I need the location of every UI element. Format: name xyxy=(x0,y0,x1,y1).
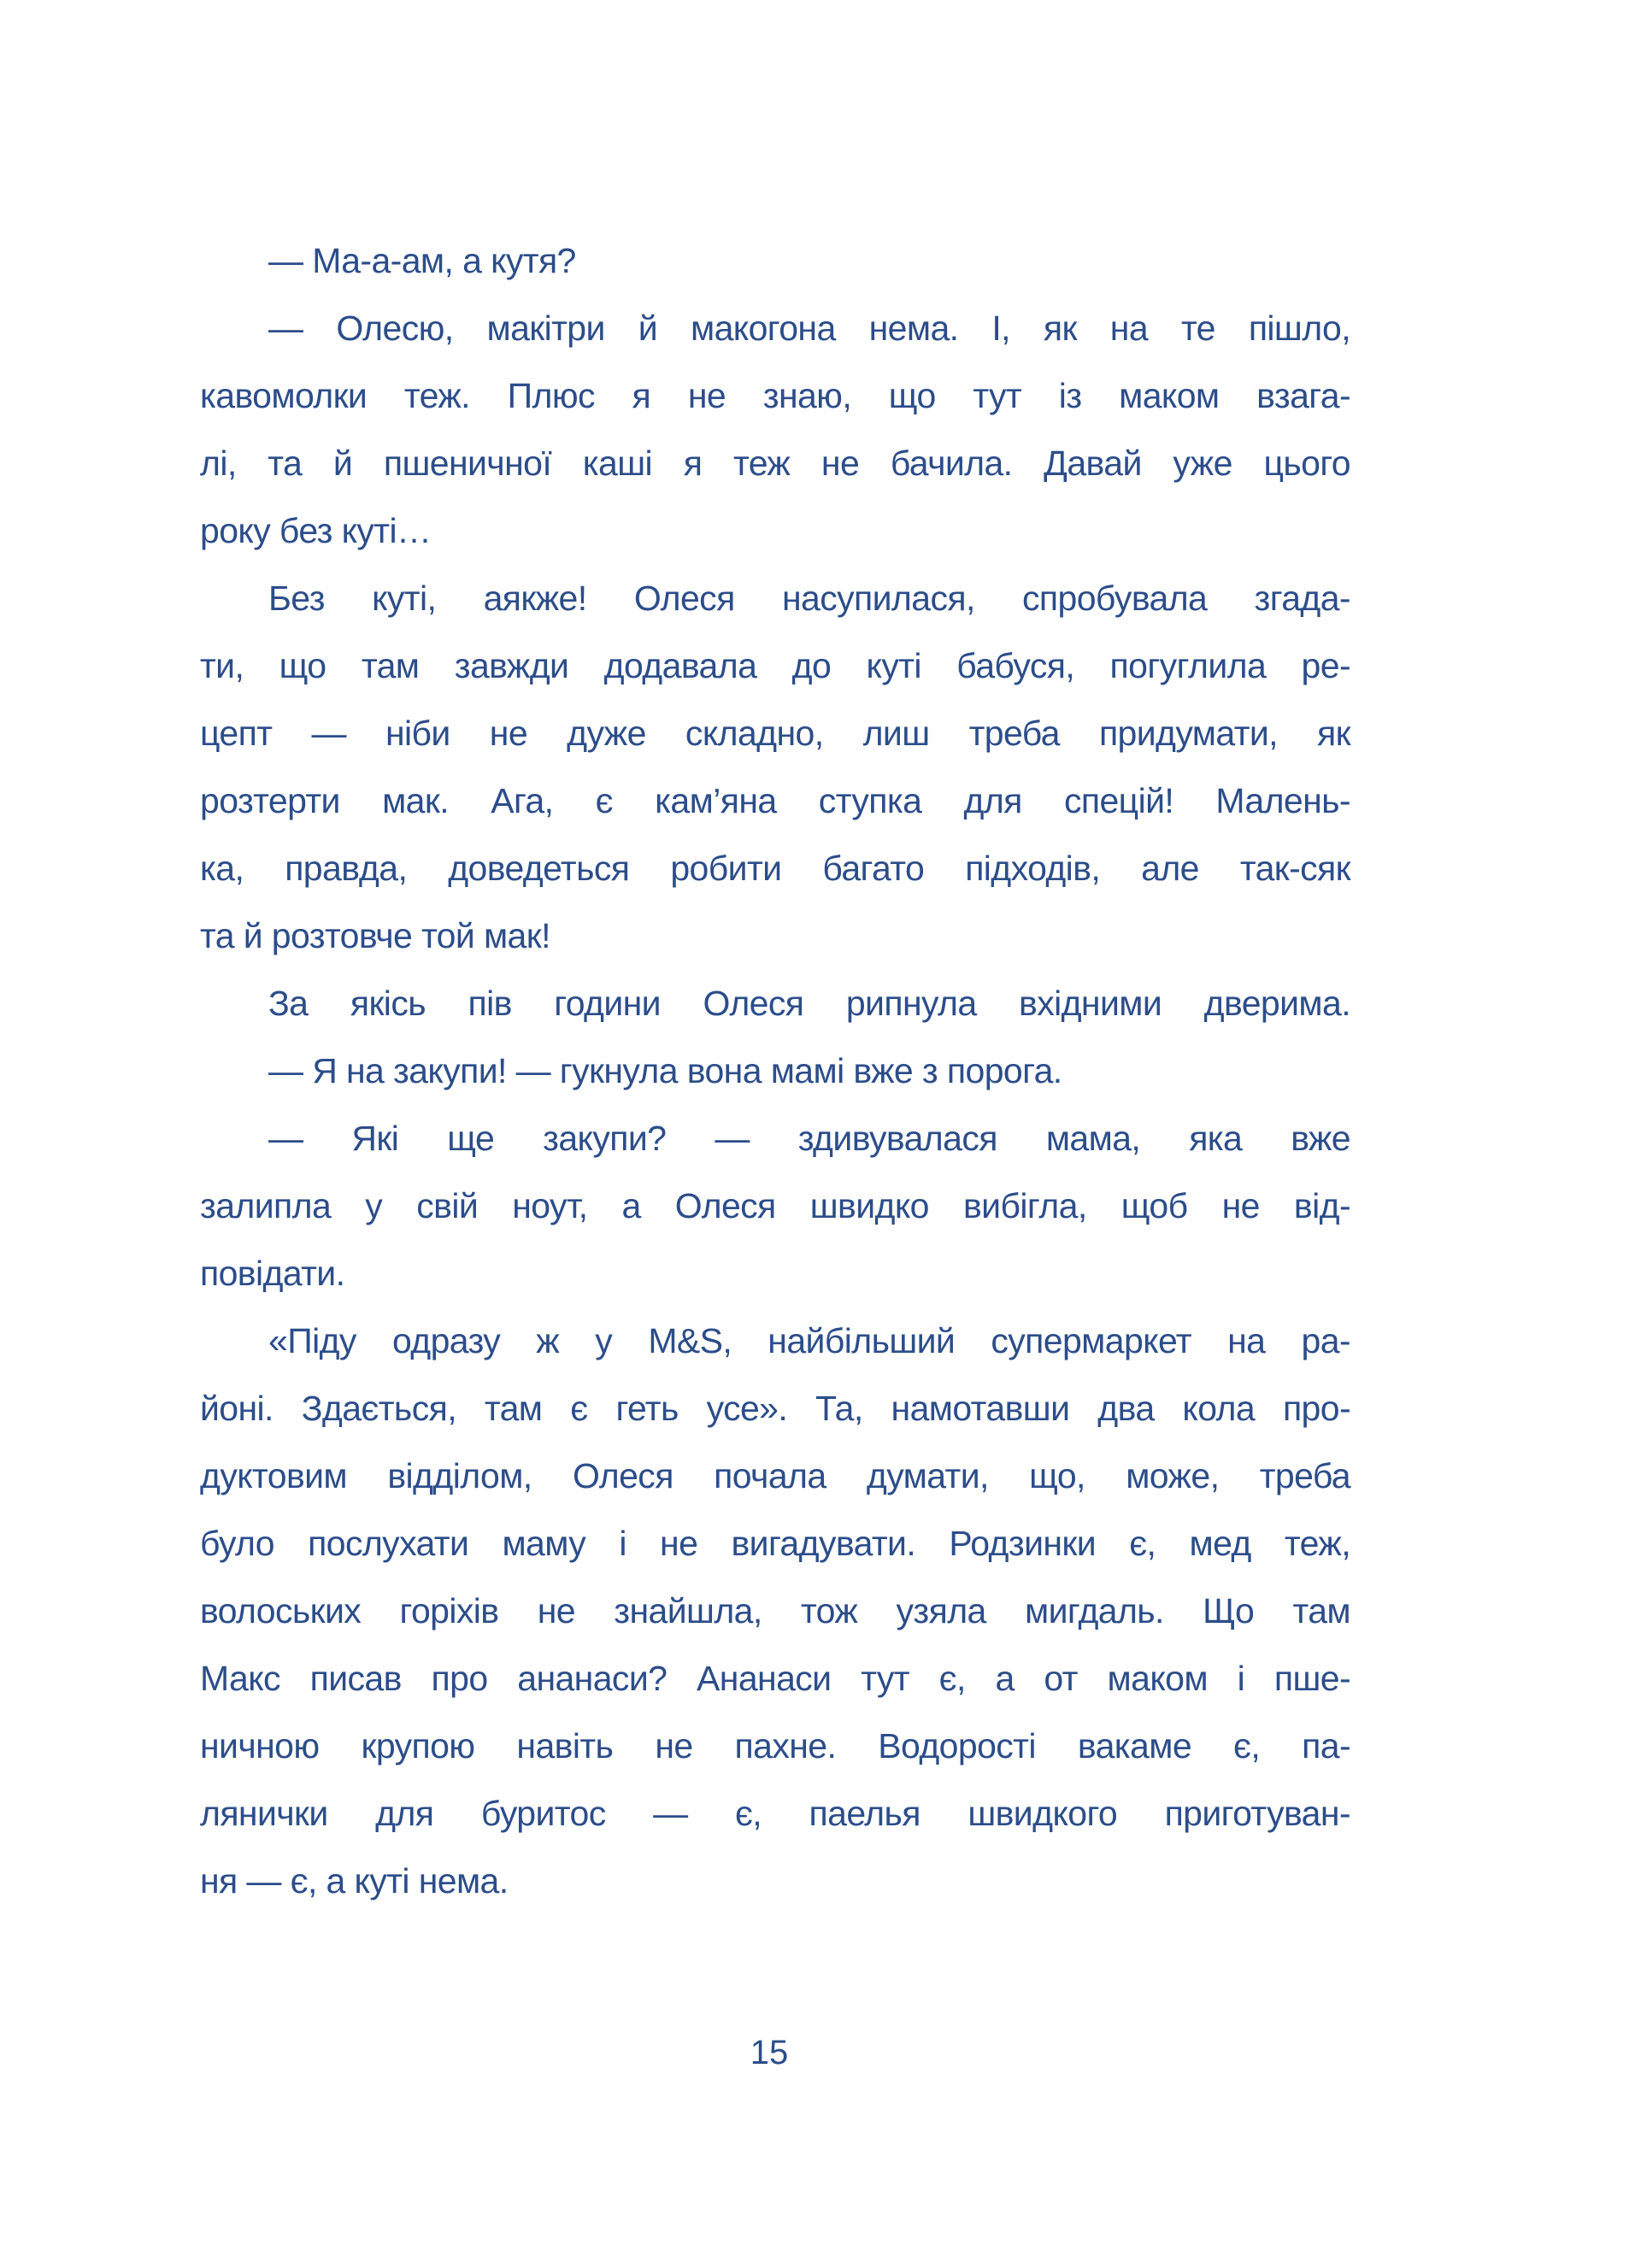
text-line: дуктовим відділом, Олеся почала думати, що, може, треба xyxy=(200,1456,1350,1495)
text-line: Макс писав про ананаси? Ананаси тут є, а от маком і пше- xyxy=(200,1659,1350,1698)
text-line: За якісь пів години Олеся рипнула вхідними дверима. xyxy=(268,984,1350,1023)
text-line: залипла у свій ноут, а Олеся швидко вибігла, щоб не від- xyxy=(200,1186,1350,1225)
text-line: ти, що там завжди додавала до куті бабуся, погуглила ре- xyxy=(200,646,1350,685)
text-line: волоських горіхів не знайшла, тож узяла мигдаль. Що там xyxy=(200,1591,1350,1630)
text-line: цепт — ніби не дуже складно, лиш треба придумати, як xyxy=(200,714,1350,753)
text-line: — Ма-а-ам, а кутя? xyxy=(268,241,576,280)
text-line: «Піду одразу ж у M&S, найбільший супермаркет на ра- xyxy=(268,1321,1350,1360)
text-line: — Я на закупи! — гукнула вона мамі вже з порога. xyxy=(268,1051,1062,1090)
text-line: — Олесю, макітри й макогона нема. І, як на те пішло, xyxy=(268,308,1350,348)
text-line: кавомолки теж. Плюс я не знаю, що тут із маком взага- xyxy=(200,376,1350,415)
text-line: — Які ще закупи? — здивувалася мама, яка вже xyxy=(268,1119,1350,1158)
text-line: та й розтовче той мак! xyxy=(200,916,550,955)
text-line: повідати. xyxy=(200,1254,345,1293)
page-number: 15 xyxy=(750,2034,789,2071)
text-line: ка, правда, доведеться робити багато підходів, але так-сяк xyxy=(200,849,1350,888)
text-line: року без куті… xyxy=(200,511,432,550)
text-line: йоні. Здається, там є геть усе». Та, намотавши два кола про- xyxy=(200,1389,1350,1428)
body-text xyxy=(200,227,1350,1915)
text-line: ня — є, а куті нема. xyxy=(200,1861,509,1901)
text-line: лянички для буритос — є, паелья швидкого приготуван- xyxy=(200,1794,1350,1833)
text-line: лі, та й пшеничної каші я теж не бачила. Давай уже цього xyxy=(200,444,1350,483)
text-line: розтерти мак. Ага, є кам’яна ступка для спецій! Малень- xyxy=(200,781,1350,820)
text-line: було послухати маму і не вигадувати. Родзинки є, мед теж, xyxy=(200,1524,1350,1563)
text-line: Без куті, аякже! Олеся насупилася, спробувала згада- xyxy=(268,579,1350,618)
text-line: ничною крупою навіть не пахне. Водорості вакаме є, па- xyxy=(200,1726,1350,1766)
